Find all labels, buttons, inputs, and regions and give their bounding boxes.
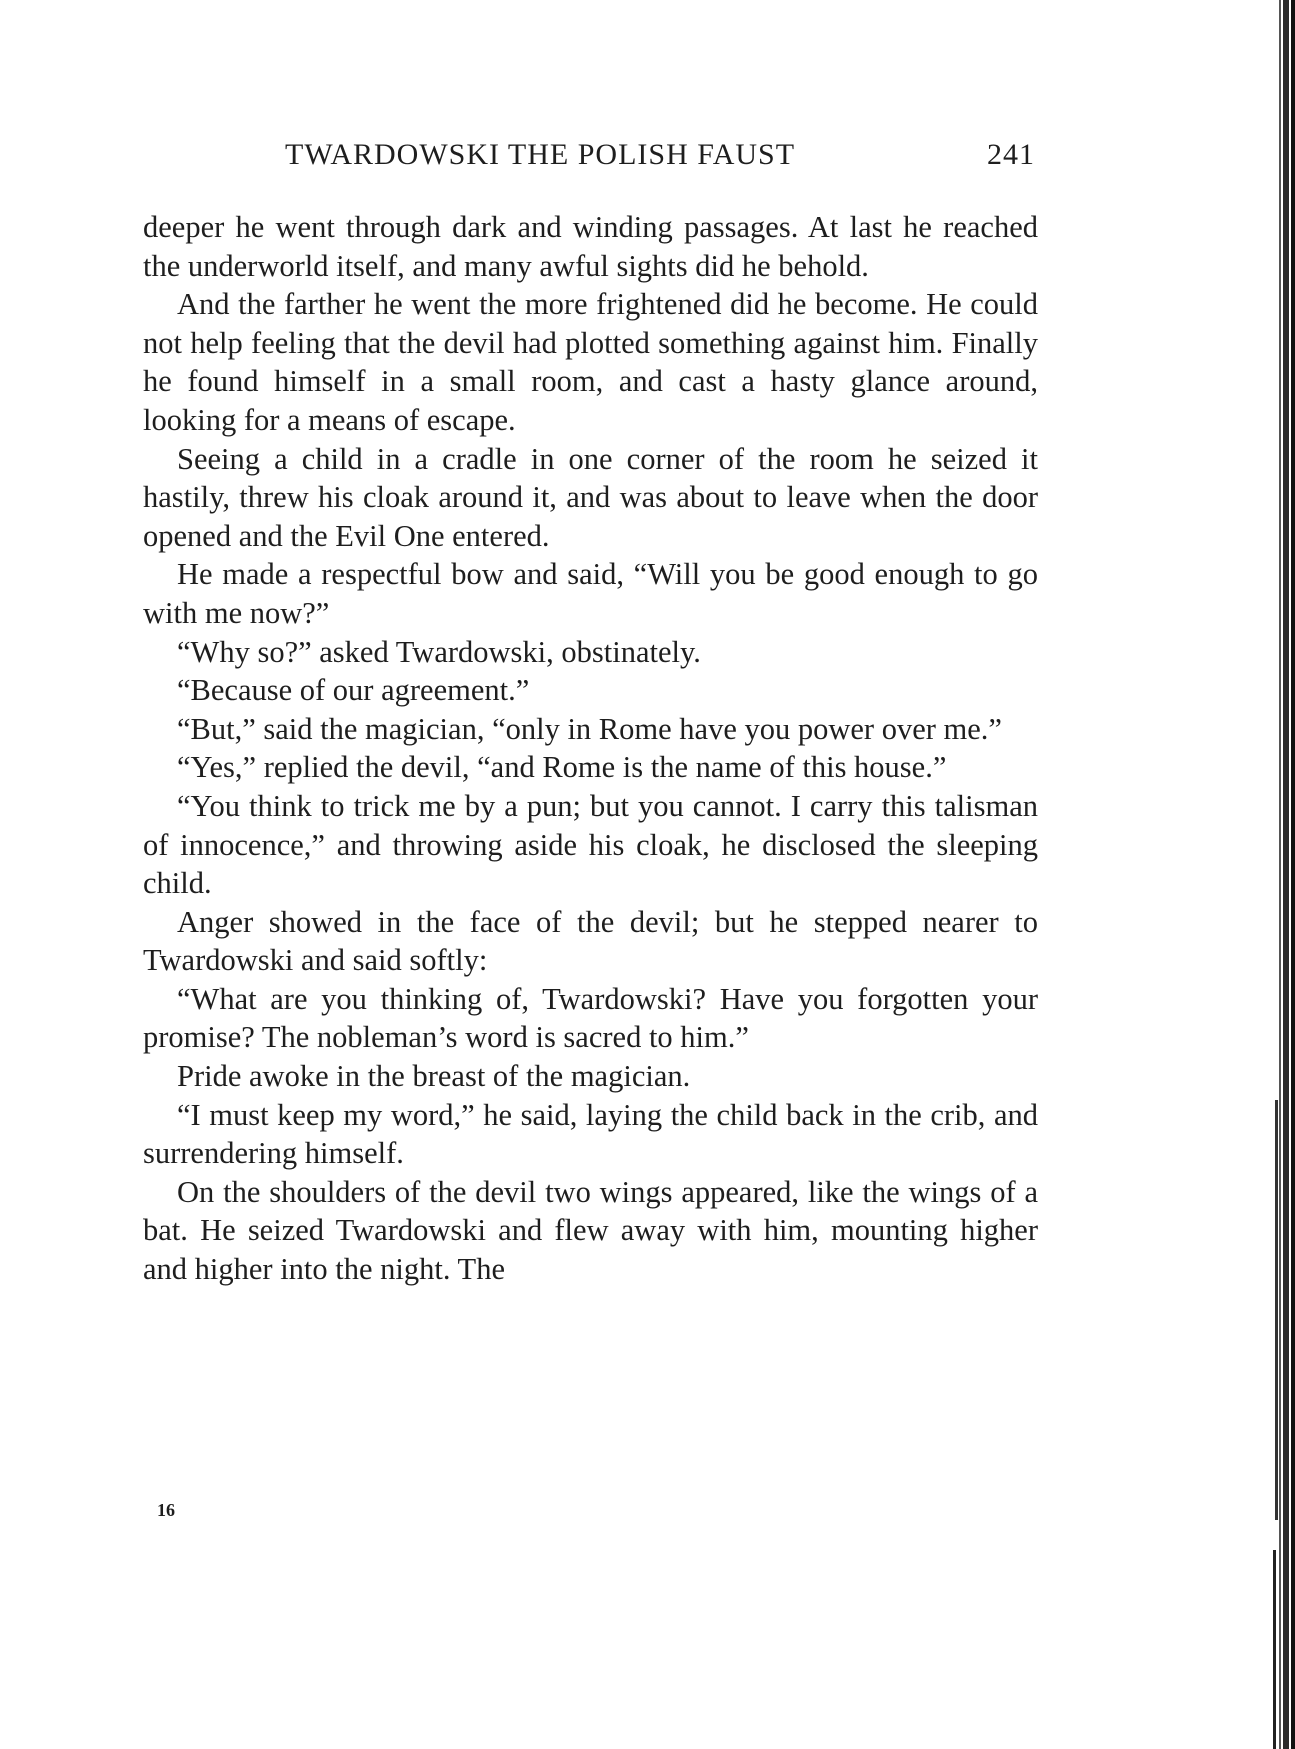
paragraph: “Yes,” replied the devil, “and Rome is the name of this house.” <box>177 750 947 785</box>
paragraph: And the farther he went the more frightened did he become. He could not help feeling that the devil had plotted something against him. Finally he found himself in a small room, and cast a hasty glance around, looking for a means of escape. <box>143 287 1038 437</box>
paragraph: Anger showed in the face of the devil; but he stepped nearer to Twardowski and said softly: <box>143 904 1038 978</box>
paragraph: “Why so?” asked Twardowski, obstinately. <box>177 634 701 669</box>
paragraph: Seeing a child in a cradle in one corner of the room he seized it hastily, threw his cloak around it, and was about to leave when the door opened and the Evil One entered. <box>143 441 1038 553</box>
signature-mark: 16 <box>157 1500 175 1520</box>
paragraph: “I must keep my word,” he said, laying the child back in the crib, and surrendering himself. <box>143 1097 1038 1171</box>
paragraph: “Because of our agreement.” <box>177 673 530 708</box>
paragraph: “What are you thinking of, Twardowski? Have you forgotten your promise? The nobleman’s word is sacred to him.” <box>143 981 1038 1055</box>
paragraph: “But,” said the magician, “only in Rome have you power over me.” <box>177 711 1002 746</box>
page-number: 241 <box>987 138 1035 171</box>
paragraph: Pride awoke in the breast of the magician. <box>177 1059 691 1094</box>
binding-edge-shadow <box>1255 0 1295 1749</box>
paragraph: He made a respectful bow and said, “Will you be good enough to go with me now?” <box>143 557 1038 630</box>
paragraph: “You think to trick me by a pun; but you cannot. I carry this talisman of innocence,” and throwing aside his cloak, he disclosed the sleeping child. <box>143 788 1038 901</box>
paragraph: On the shoulders of the devil two wings appeared, like the wings of a bat. He seized Twardowski and flew away with him, mounting higher and higher into the night. The <box>143 1174 1038 1287</box>
running-head-title: TWARDOWSKI THE POLISH FAUST <box>285 138 796 171</box>
running-head <box>285 138 1035 178</box>
body-text <box>143 208 1038 1289</box>
paragraph: deeper he went through dark and winding passages. At last he reached the underworld itself, and many awful sights did he behold. <box>143 210 1038 283</box>
